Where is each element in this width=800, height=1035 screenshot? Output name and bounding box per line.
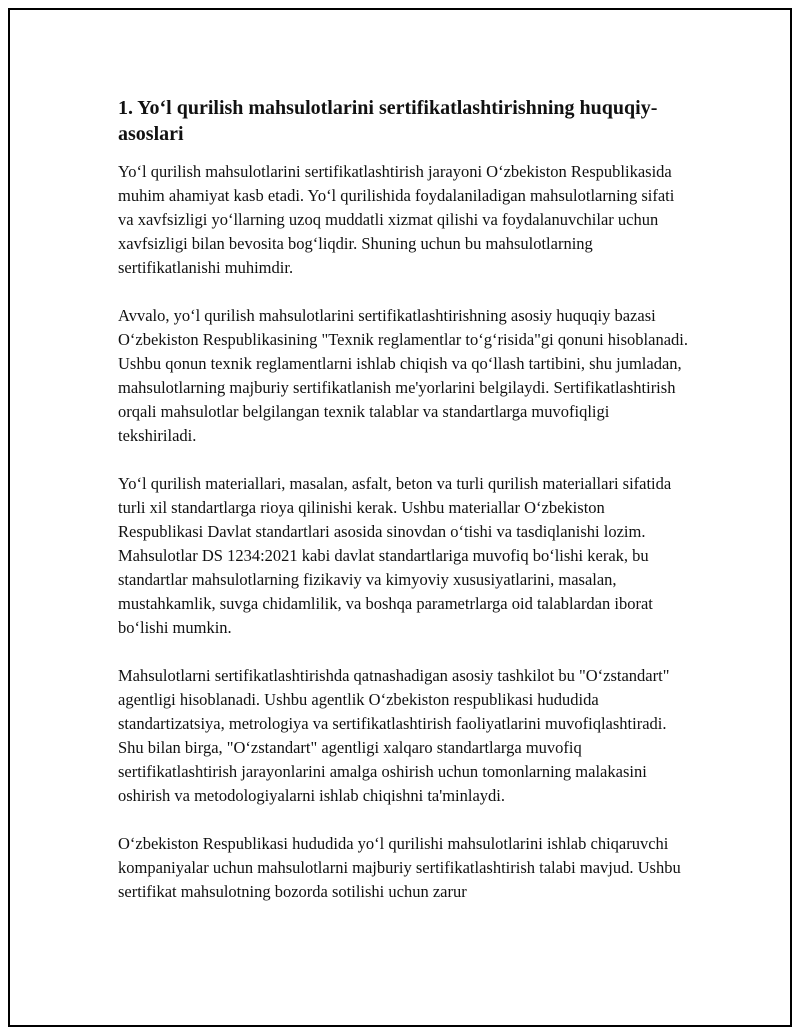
- paragraph-materials-standards: Yo‘l qurilish materiallari, masalan, asfalt, beton va turli qurilish materiallari sifatida turli xil standartlarga rioya qilinishi kerak. Ushbu materiallar O‘zbekiston Respublikasi Davlat standartlari asosida sinovdan o‘tishi va tasdiqlanishi lozim. Mahsulotlar DS 1234:2021 kabi davlat standartlariga muvofiq bo‘lishi kerak, bu standartlar mahsulotlarning fizikaviy va kimyoviy xususiyatlarini, masalan, mustahkamlik, suvga chidamlilik, va boshqa parametrlarga oid talablardan iborat bo‘lishi mumkin.: [118, 474, 672, 637]
- page-frame: [8, 8, 792, 1027]
- paragraph-intro: Yo‘l qurilish mahsulotlarini sertifikatlashtirish jarayoni O‘zbekiston Respublikasida muhim ahamiyat kasb etadi. Yo‘l qurilishida foydalaniladigan mahsulotlarning sifati va xavfsizligi yo‘llarning uzoq muddatli xizmat qilishi va foydalanuvchilar uchun xavfsizligi bilan bevosita bog‘liqdir. Shuning uchun bu mahsulotlarning sertifikatlanishi muhimdir.: [118, 162, 675, 277]
- section-heading: 1. Yo‘l qurilish mahsulotlarini sertifikatlashtirishning huquqiy-asoslari: [118, 97, 658, 145]
- paragraph-legal-basis: Avvalo, yo‘l qurilish mahsulotlarini sertifikatlashtirishning asosiy huquqiy bazasi O‘zbekiston Respublikasining "Texnik reglamentlar to‘g‘risida"gi qonuni hisoblanadi. Ushbu qonun texnik reglamentlarni ishlab chiqish va qo‘llash tartibini, shu jumladan, mahsulotlarning majburiy sertifikatlanish me'yorlarini belgilaydi. Sertifikatlashtirish orqali mahsulotlar belgilangan texnik talablar va standartlarga muvofiqligi tekshiriladi.: [118, 306, 688, 445]
- paragraph-mandatory-certification: O‘zbekiston Respublikasi hududida yo‘l qurilishi mahsulotlarini ishlab chiqaruvchi kompaniyalar uchun mahsulotlarni majburiy sertifikatlashtirish talabi mavjud. Ushbu sertifikat mahsulotning bozorda sotilishi uchun zarur: [118, 834, 681, 901]
- paragraph-uzstandard-agency: Mahsulotlarni sertifikatlashtirishda qatnashadigan asosiy tashkilot bu "O‘zstandart" agentligi hisoblanadi. Ushbu agentlik O‘zbekiston respublikasi hududida standartizatsiya, metrologiya va sertifikatlashtirish faoliyatlarini muvofiqlashtiradi. Shu bilan birga, "O‘zstandart" agentligi xalqaro standartlarga muvofiq sertifikatlashtirish jarayonlarini amalga oshirish uchun tomonlarning malakasini oshirish va metodologiyalarni ishlab chiqishni ta'minlaydi.: [118, 666, 670, 805]
- document-body: [118, 95, 690, 928]
